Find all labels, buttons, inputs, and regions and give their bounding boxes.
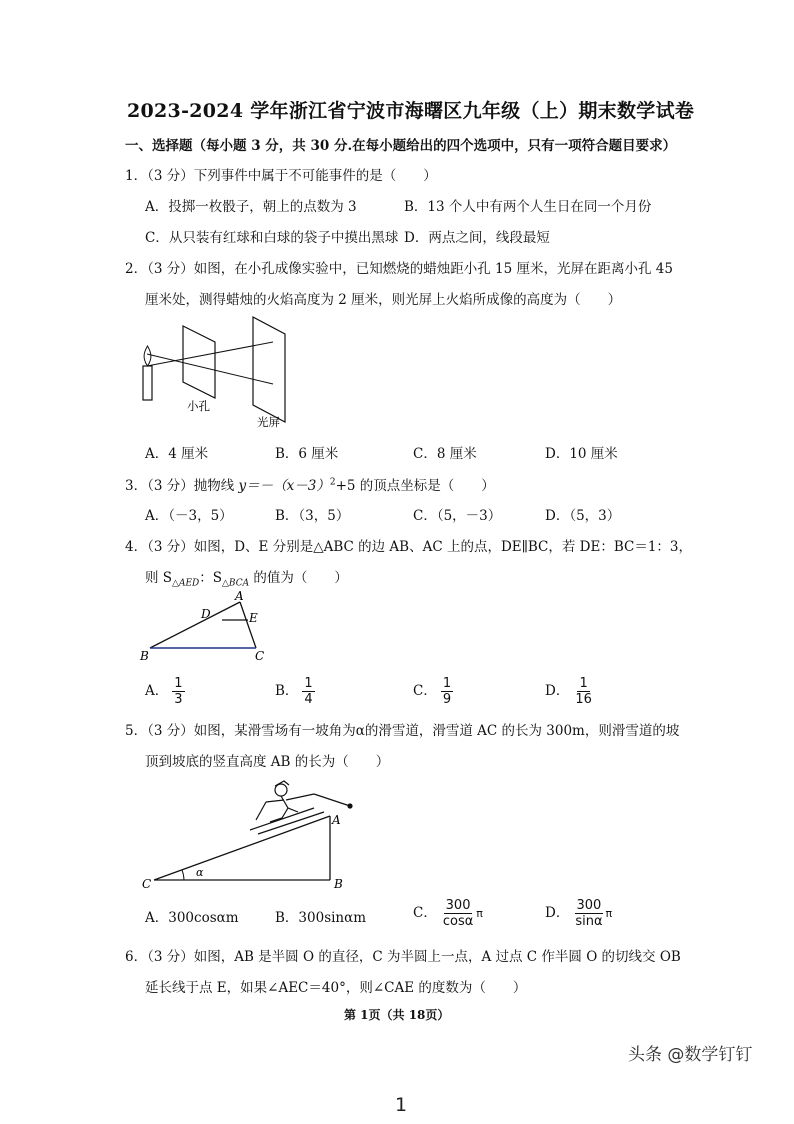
- q3-option-c: C．（5，－3）: [413, 508, 502, 524]
- q4-d-num: 1: [579, 676, 588, 691]
- q3-equation: y＝－（x－3）: [238, 478, 330, 494]
- q5-d-den: sinα: [575, 914, 603, 929]
- q4-a-fraction: [172, 676, 184, 707]
- ski-slope-figure: [138, 772, 358, 894]
- q5-d-num: 300: [576, 898, 602, 913]
- watermark: 头条 @数学钉钉: [628, 1045, 753, 1065]
- q4-sub2: △BCA: [222, 578, 250, 589]
- q5-c-den: cosα: [442, 914, 474, 929]
- q4-sub1: △AED: [172, 578, 200, 589]
- label-e: E: [249, 611, 258, 625]
- q6-stem-line2: 延长线于点 E，如果∠AEC＝40°，则∠CAE 的度数为（ ）: [145, 980, 527, 996]
- q5-c-unit: π: [476, 907, 483, 920]
- pinhole-board: [183, 326, 215, 398]
- page-title: 2023-2024 学年浙江省宁波市海曙区九年级（上）期末数学试卷: [127, 100, 695, 122]
- q3-option-a: A．（－3，5）: [145, 508, 233, 524]
- q5-c-letter: C．: [413, 905, 437, 921]
- q4-tail: 的值为（ ）: [249, 570, 348, 586]
- label-b: B: [140, 649, 149, 663]
- label-a: A: [235, 589, 244, 603]
- label-c: C: [142, 877, 152, 891]
- q2-stem-line2: 厘米处，测得蜡烛的火焰高度为 2 厘米，则光屏上火焰所成像的高度为（ ）: [145, 292, 622, 308]
- q3-option-b: B．（3，5）: [275, 508, 350, 524]
- q2-option-a: A．4 厘米: [145, 446, 209, 462]
- q5-d-letter: D．: [545, 905, 570, 921]
- q2-option-c: C．8 厘米: [413, 446, 477, 462]
- q4-b-fraction: [302, 676, 314, 707]
- q3-stem-pre: 3．（3 分）抛物线: [125, 478, 239, 494]
- label-c: C: [255, 649, 265, 663]
- q3-exponent: 2: [329, 477, 336, 488]
- pinhole-figure: [135, 312, 315, 432]
- q2-stem-line1: 2．（3 分）如图，在小孔成像实验中，已知燃烧的蜡烛距小孔 15 厘米，光屏在距离小孔 45: [125, 261, 673, 277]
- q4-stem-line1: 4．（3 分）如图，D、E 分别是△ABC 的边 AB、AC 上的点，DE∥BC，若 DE：BC＝1：3，: [125, 539, 693, 555]
- q5-d-unit: π: [605, 907, 613, 920]
- q5-d-fraction: [573, 898, 604, 929]
- q5-c-fraction: [441, 898, 475, 929]
- q5-stem-line2: 顶到坡底的竖直高度 AB 的长为（ ）: [145, 754, 390, 770]
- q4-a-den: 3: [174, 692, 183, 707]
- q4-b-den: 4: [304, 692, 313, 707]
- q1-option-a: A．投掷一枚骰子，朝上的点数为 3: [145, 199, 357, 215]
- q3-option-d: D．（5，3）: [545, 508, 621, 524]
- page-footer: 第 1页（共 18页）: [344, 1008, 450, 1022]
- label-alpha: α: [196, 866, 204, 879]
- q1-option-d: D．两点之间，线段最短: [404, 230, 550, 246]
- q2-option-b: B．6 厘米: [275, 446, 339, 462]
- q5-c-num: 300: [445, 898, 471, 913]
- triangle-abc-figure: [138, 588, 278, 668]
- q4-a-num: 1: [174, 676, 183, 691]
- label-screen: 光屏: [257, 415, 280, 429]
- q6-stem-line1: 6．（3 分）如图，AB 是半圆 O 的直径，C 为半圆上一点，A 过点 C 作半圆 O 的切线交 OB: [125, 949, 681, 965]
- q5-option-c: [413, 898, 483, 929]
- label-a: A: [332, 813, 341, 827]
- label-pinhole: 小孔: [187, 399, 210, 413]
- q4-b-num: 1: [304, 676, 313, 691]
- section-heading: 一、选择题（每小题 3 分，共 30 分.在每小题给出的四个选项中，只有一项符合题目要求）: [125, 138, 677, 154]
- q1-option-b: B．13 个人中有两个人生日在同一个月份: [404, 199, 652, 215]
- light-screen: [253, 317, 285, 422]
- q4-a-letter: A．: [145, 683, 169, 699]
- q4-option-c: [413, 676, 453, 707]
- q5-option-b: B．300sinαm: [275, 910, 367, 926]
- q4-s2: ：S: [199, 570, 223, 586]
- q4-d-fraction: [573, 676, 594, 707]
- q4-c-den: 9: [442, 692, 452, 707]
- q4-s1: 则 S: [145, 570, 173, 586]
- q3-stem-post: +5 的顶点坐标是（ ）: [335, 478, 495, 494]
- q5-stem-line1: 5．（3 分）如图，某滑雪场有一坡角为α的滑雪道，滑雪道 AC 的长为 300m，则滑雪道的坡: [125, 723, 680, 739]
- flame: [144, 346, 151, 366]
- q4-option-a: [145, 676, 185, 707]
- q2-option-d: D．10 厘米: [545, 446, 618, 462]
- label-b: B: [334, 877, 343, 891]
- q4-d-den: 16: [575, 692, 592, 707]
- q4-option-d: [545, 676, 594, 707]
- q4-stem-line2: [145, 566, 348, 589]
- q4-d-letter: D．: [545, 683, 570, 699]
- q4-option-b: [275, 676, 315, 707]
- q4-b-letter: B．: [275, 683, 299, 699]
- label-d: D: [201, 607, 211, 621]
- q3-stem: [125, 474, 495, 494]
- q1-stem: 1．（3 分）下列事件中属于不可能事件的是（ ）: [125, 168, 437, 184]
- q4-c-letter: C．: [413, 683, 437, 699]
- candle: [143, 366, 152, 400]
- q4-c-fraction: [441, 676, 453, 707]
- q5-option-d: [545, 898, 612, 929]
- q1-option-c: C．从只装有红球和白球的袋子中摸出黑球: [145, 230, 399, 246]
- page-number: 1: [395, 1094, 408, 1116]
- q4-c-num: 1: [442, 676, 452, 691]
- q5-option-a: A．300cosαm: [145, 910, 239, 926]
